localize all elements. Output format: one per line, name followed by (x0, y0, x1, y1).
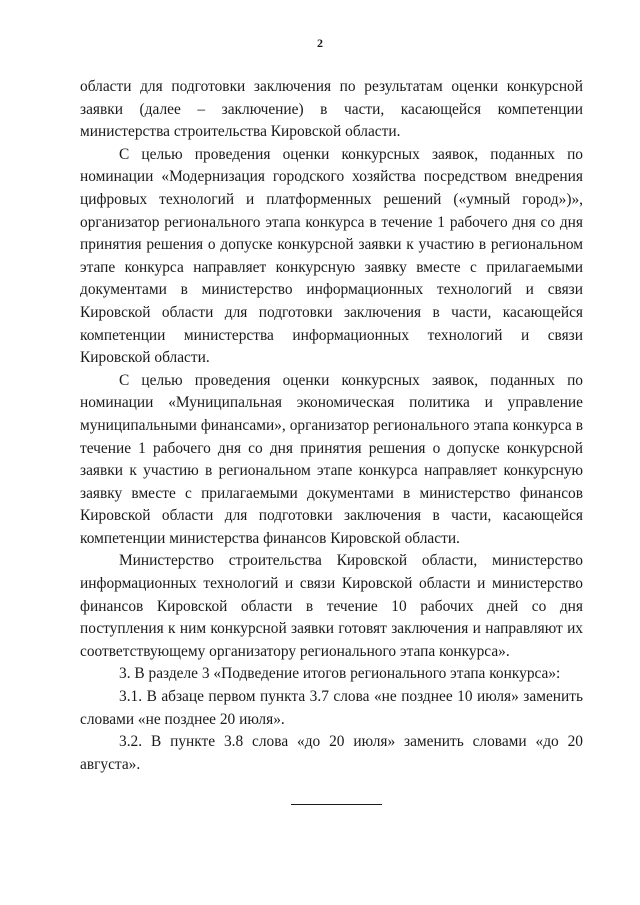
document-body (80, 76, 583, 776)
end-of-document-line (291, 804, 382, 805)
paragraph-item-3-2: 3.2. В пункте 3.8 слова «до 20 июля» заменить словами «до 20 августа». (80, 733, 583, 773)
paragraph-section-3: 3. В разделе 3 «Подведение итогов регионального этапа конкурса»: (119, 665, 561, 683)
paragraph-it-ministry: С целью проведения оценки конкурсных заявок, поданных по номинации «Модернизация городского хозяйства посредством внедрения цифровых технологий и платформенных решений («умный город»)», организатор регионального этапа конкурса в течение 1 рабочего дня со дня принятия решения о допуске конкурсной заявки к участию в региональном этапе конкурса направляет конкурсную заявку вместе с прилагаемыми документами в министерство информационных технологий и связи Кировской области для подготовки заключения в части, касающейся компетенции министерства информационных технологий и связи Кировской области. (80, 145, 583, 367)
page-number: 2 (317, 36, 323, 50)
paragraph-ministries-deadline: Министерство строительства Кировской области, министерство информационных технологий и связи Кировской области и министерство финансов Кировской области в течение 10 рабочих дней со дня поступления к ним конкурсной заявки готовят заключения и направляют их соответствующему организатору регионального этапа конкурса». (80, 552, 583, 660)
paragraph-finance-ministry: С целью проведения оценки конкурсных заявок, поданных по номинации «Муниципальная экономическая политика и управление муниципальными финансами», организатор регионального этапа конкурса в течение 1 рабочего дня со дня принятия решения о допуске конкурсной заявки к участию в региональном этапе конкурса направляет конкурсную заявку вместе с прилагаемыми документами в министерство финансов Кировской области для подготовки заключения в части, касающейся компетенции министерства финансов Кировской области. (80, 371, 583, 547)
paragraph-continuation: области для подготовки заключения по результатам оценки конкурсной заявки (далее – заключение) в части, касающейся компетенции министерства строительства Кировской области. (80, 78, 583, 141)
paragraph-item-3-1: 3.1. В абзаце первом пункта 3.7 слова «не позднее 10 июля» заменить словами «не позднее 20 июля». (80, 688, 583, 728)
